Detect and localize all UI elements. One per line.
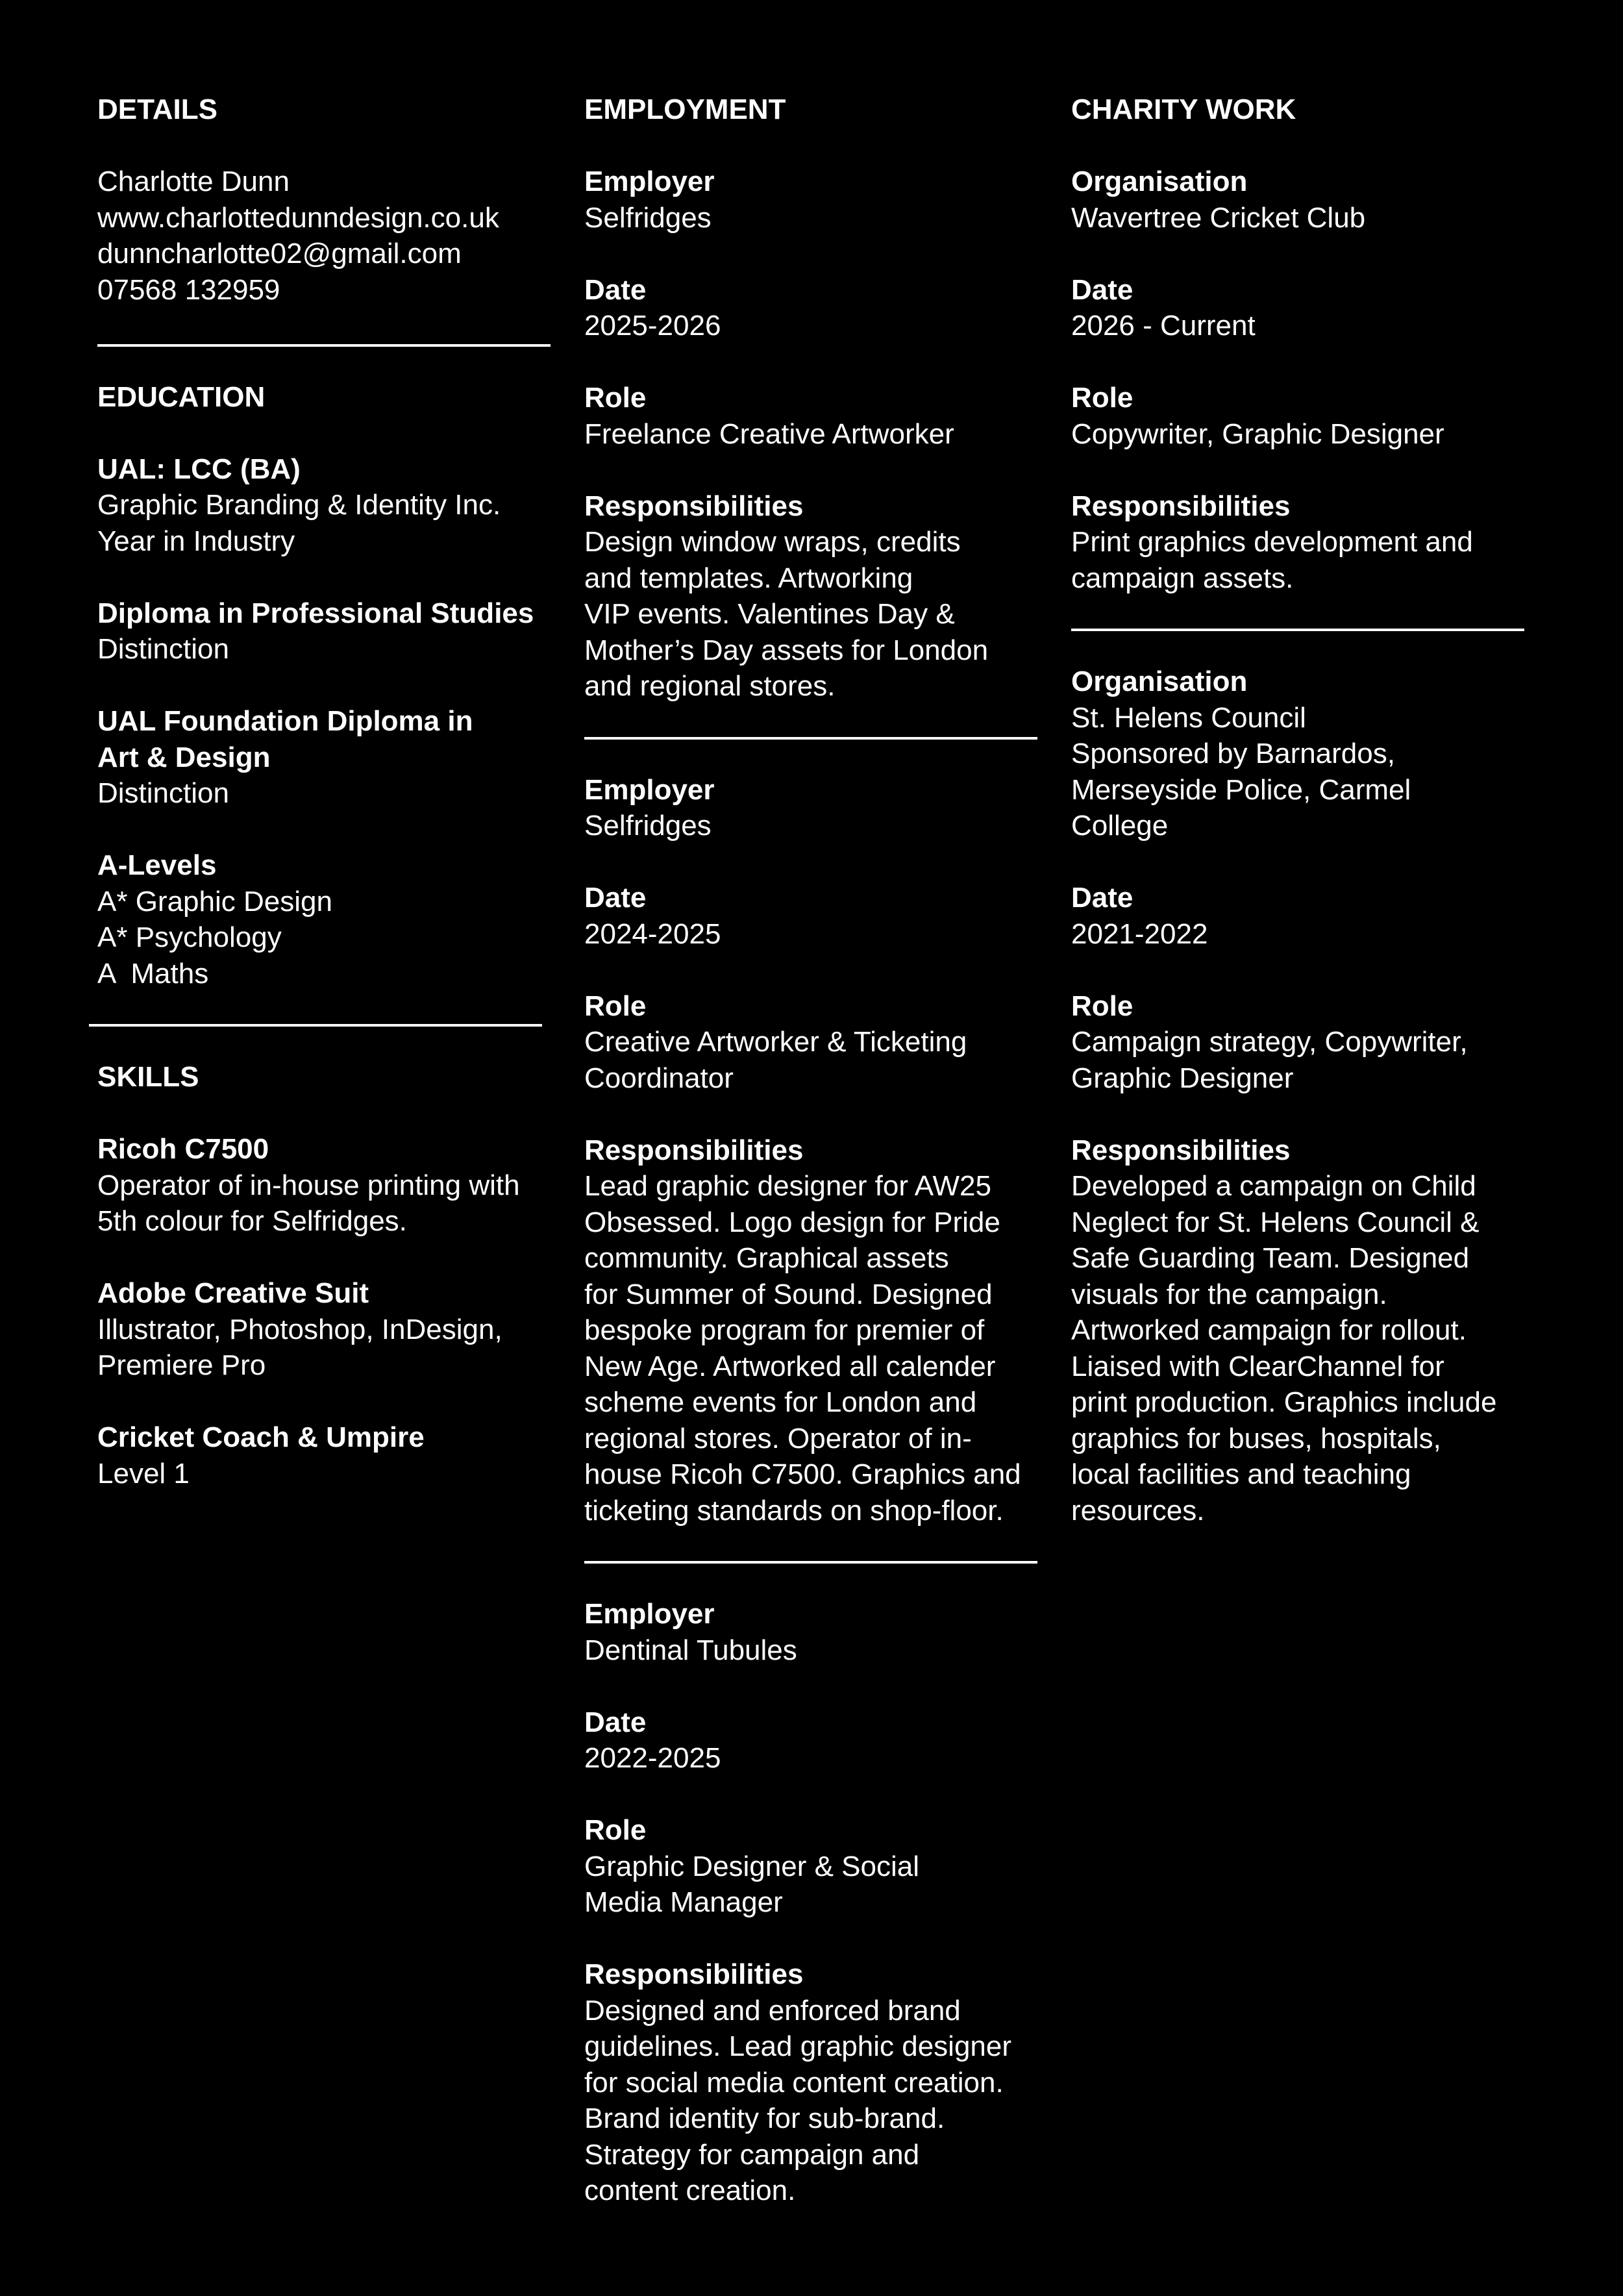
- employer-value: Selfridges: [584, 201, 712, 234]
- responsibilities-line: house Ricoh C7500. Graphics and: [584, 1458, 1021, 1490]
- responsibilities-label: Responsibilities: [1071, 1134, 1291, 1166]
- job-date: [584, 1704, 1045, 1777]
- charity-responsibilities: [1071, 1132, 1532, 1529]
- left-column: [97, 92, 558, 1491]
- skill-detail: 5th colour for Selfridges.: [97, 1205, 407, 1237]
- contact-phone: 07568 132959: [97, 273, 280, 306]
- employment-section: [584, 92, 1045, 2209]
- responsibilities-line: and templates. Artworking: [584, 562, 913, 594]
- job-entry: [584, 1596, 1045, 2209]
- education-detail: A* Psychology: [97, 921, 282, 953]
- date-value: 2024-2025: [584, 917, 721, 950]
- responsibilities-line: resources.: [1071, 1494, 1205, 1527]
- role-label: Role: [1071, 990, 1134, 1022]
- skill-title: Adobe Creative Suit: [97, 1277, 369, 1309]
- date-value: 2026 - Current: [1071, 310, 1256, 342]
- job-employer: [584, 772, 1045, 844]
- skill-item: [97, 1275, 558, 1384]
- contact-name: Charlotte Dunn: [97, 166, 290, 197]
- job-date: [584, 880, 1045, 952]
- job-responsibilities: [584, 488, 1045, 705]
- charity-role: [1071, 988, 1532, 1097]
- responsibilities-line: and regional stores.: [584, 670, 836, 702]
- role-value: Graphic Designer & Social: [584, 1850, 920, 1882]
- details-heading: DETAILS: [97, 94, 217, 125]
- date-value: 2025-2026: [584, 310, 721, 342]
- charity-entry: [1071, 664, 1532, 1529]
- responsibilities-line: Lead graphic designer for AW25: [584, 1170, 991, 1202]
- organisation-label: Organisation: [1071, 666, 1248, 697]
- education-title: Art & Design: [97, 741, 271, 773]
- skill-detail: Illustrator, Photoshop, InDesign,: [97, 1313, 502, 1345]
- responsibilities-line: Obsessed. Logo design for Pride: [584, 1206, 1000, 1238]
- responsibilities-line: content creation.: [584, 2175, 796, 2206]
- responsibilities-line: graphics for buses, hospitals,: [1071, 1422, 1441, 1454]
- organisation-value: St. Helens Council: [1071, 701, 1306, 734]
- responsibilities-label: Responsibilities: [584, 1134, 804, 1166]
- responsibilities-line: community. Graphical assets: [584, 1242, 949, 1274]
- responsibilities-line: New Age. Artworked all calender: [584, 1350, 996, 1382]
- job-responsibilities: [584, 1956, 1045, 2209]
- education-detail: A Maths: [97, 957, 209, 990]
- role-value: Media Manager: [584, 1886, 783, 1918]
- role-value: Freelance Creative Artworker: [584, 418, 954, 450]
- role-label: Role: [584, 990, 647, 1022]
- job-entry: [584, 772, 1045, 1529]
- education-detail: Distinction: [97, 777, 229, 809]
- organisation-label: Organisation: [1071, 166, 1248, 197]
- responsibilities-line: local facilities and teaching: [1071, 1458, 1411, 1490]
- skills-section: [97, 1059, 558, 1491]
- charity-entry: [1071, 164, 1532, 596]
- education-detail: Graphic Branding & Identity Inc.: [97, 489, 501, 521]
- education-title: UAL Foundation Diploma in: [97, 705, 473, 737]
- divider: [1071, 629, 1524, 631]
- responsibilities-line: VIP events. Valentines Day &: [584, 598, 955, 630]
- role-label: Role: [584, 1814, 647, 1846]
- skills-heading: SKILLS: [97, 1061, 199, 1093]
- role-value: Coordinator: [584, 1062, 734, 1094]
- responsibilities-line: bespoke program for premier of: [584, 1314, 985, 1346]
- divider: [584, 1561, 1037, 1564]
- education-title: UAL: LCC (BA): [97, 453, 301, 485]
- job-role: [584, 380, 1045, 452]
- date-label: Date: [1071, 273, 1134, 306]
- skill-item: [97, 1419, 558, 1491]
- date-label: Date: [1071, 882, 1134, 914]
- divider: [97, 344, 551, 347]
- contact-website: www.charlottedunndesign.co.uk: [97, 201, 499, 234]
- employment-heading: EMPLOYMENT: [584, 94, 786, 125]
- responsibilities-line: regional stores. Operator of in-: [584, 1422, 972, 1454]
- responsibilities-line: Strategy for campaign and: [584, 2138, 920, 2171]
- date-value: 2021-2022: [1071, 917, 1208, 950]
- employer-value: Selfridges: [584, 810, 712, 842]
- charity-organisation: [1071, 664, 1532, 844]
- responsibilities-line: Safe Guarding Team. Designed: [1071, 1242, 1470, 1274]
- education-detail: Year in Industry: [97, 525, 295, 557]
- contact-info: [97, 164, 558, 308]
- responsibilities-label: Responsibilities: [584, 490, 804, 522]
- responsibilities-line: Designed and enforced brand: [584, 1994, 961, 2027]
- employer-label: Employer: [584, 166, 715, 197]
- job-entry: [584, 164, 1045, 705]
- charity-section: [1071, 92, 1532, 1529]
- organisation-value: Merseyside Police, Carmel: [1071, 773, 1411, 806]
- date-label: Date: [584, 273, 647, 306]
- divider: [584, 737, 1037, 740]
- charity-date: [1071, 880, 1532, 952]
- responsibilities-line: visuals for the campaign.: [1071, 1278, 1387, 1310]
- date-label: Date: [584, 1706, 647, 1738]
- details-section: [97, 92, 558, 308]
- responsibilities-line: Mother’s Day assets for London: [584, 634, 989, 666]
- charity-organisation: [1071, 164, 1532, 236]
- education-item: [97, 595, 558, 668]
- job-role: [584, 1812, 1045, 1921]
- education-title: Diploma in Professional Studies: [97, 597, 534, 629]
- date-value: 2022-2025: [584, 1742, 721, 1774]
- right-column: [1071, 92, 1532, 1529]
- charity-role: [1071, 380, 1532, 452]
- role-label: Role: [1071, 382, 1134, 414]
- responsibilities-line: campaign assets.: [1071, 562, 1294, 594]
- charity-date: [1071, 272, 1532, 344]
- employer-label: Employer: [584, 1598, 715, 1630]
- education-section: [97, 379, 558, 992]
- organisation-value: College: [1071, 810, 1169, 842]
- job-employer: [584, 1596, 1045, 1668]
- responsibilities-line: Liaised with ClearChannel for: [1071, 1350, 1444, 1382]
- job-date: [584, 272, 1045, 344]
- skill-title: Ricoh C7500: [97, 1133, 269, 1165]
- middle-column: [584, 92, 1045, 2209]
- responsibilities-label: Responsibilities: [584, 1958, 804, 1990]
- education-item: [97, 847, 558, 992]
- responsibilities-line: Print graphics development and: [1071, 526, 1473, 558]
- date-label: Date: [584, 882, 647, 914]
- responsibilities-line: ticketing standards on shop-floor.: [584, 1494, 1004, 1527]
- charity-responsibilities: [1071, 488, 1532, 597]
- skill-title: Cricket Coach & Umpire: [97, 1421, 425, 1453]
- responsibilities-line: for Summer of Sound. Designed: [584, 1278, 993, 1310]
- role-value: Campaign strategy, Copywriter,: [1071, 1026, 1468, 1058]
- skill-detail: Premiere Pro: [97, 1349, 266, 1381]
- organisation-value: Sponsored by Barnardos,: [1071, 738, 1395, 769]
- education-detail: A* Graphic Design: [97, 885, 332, 917]
- job-responsibilities: [584, 1132, 1045, 1529]
- role-value: Creative Artworker & Ticketing: [584, 1026, 967, 1058]
- responsibilities-line: Neglect for St. Helens Council &: [1071, 1206, 1480, 1238]
- role-label: Role: [584, 382, 647, 414]
- skill-detail: Level 1: [97, 1457, 190, 1490]
- education-title: A-Levels: [97, 849, 217, 881]
- responsibilities-line: Artworked campaign for rollout.: [1071, 1314, 1467, 1346]
- role-value: Graphic Designer: [1071, 1062, 1294, 1094]
- responsibilities-line: guidelines. Lead graphic designer: [584, 2030, 1012, 2062]
- contact-email: dunncharlotte02@gmail.com: [97, 238, 462, 269]
- responsibilities-line: Developed a campaign on Child: [1071, 1170, 1476, 1202]
- responsibilities-line: for social media content creation.: [584, 2066, 1004, 2099]
- divider: [89, 1024, 542, 1027]
- skill-item: [97, 1131, 558, 1240]
- responsibilities-line: Brand identity for sub-brand.: [584, 2103, 945, 2134]
- education-item: [97, 451, 558, 560]
- skill-detail: Operator of in-house printing with: [97, 1169, 520, 1201]
- education-item: [97, 703, 558, 812]
- education-heading: EDUCATION: [97, 381, 266, 413]
- job-role: [584, 988, 1045, 1097]
- education-detail: Distinction: [97, 633, 229, 665]
- charity-heading: CHARITY WORK: [1071, 94, 1296, 125]
- job-employer: [584, 164, 1045, 236]
- organisation-value: Wavertree Cricket Club: [1071, 201, 1366, 234]
- responsibilities-line: print production. Graphics include: [1071, 1386, 1497, 1418]
- employer-value: Dentinal Tubules: [584, 1634, 797, 1666]
- responsibilities-line: scheme events for London and: [584, 1386, 977, 1418]
- employer-label: Employer: [584, 773, 715, 806]
- responsibilities-label: Responsibilities: [1071, 490, 1291, 522]
- role-value: Copywriter, Graphic Designer: [1071, 418, 1444, 450]
- responsibilities-line: Design window wraps, credits: [584, 526, 961, 558]
